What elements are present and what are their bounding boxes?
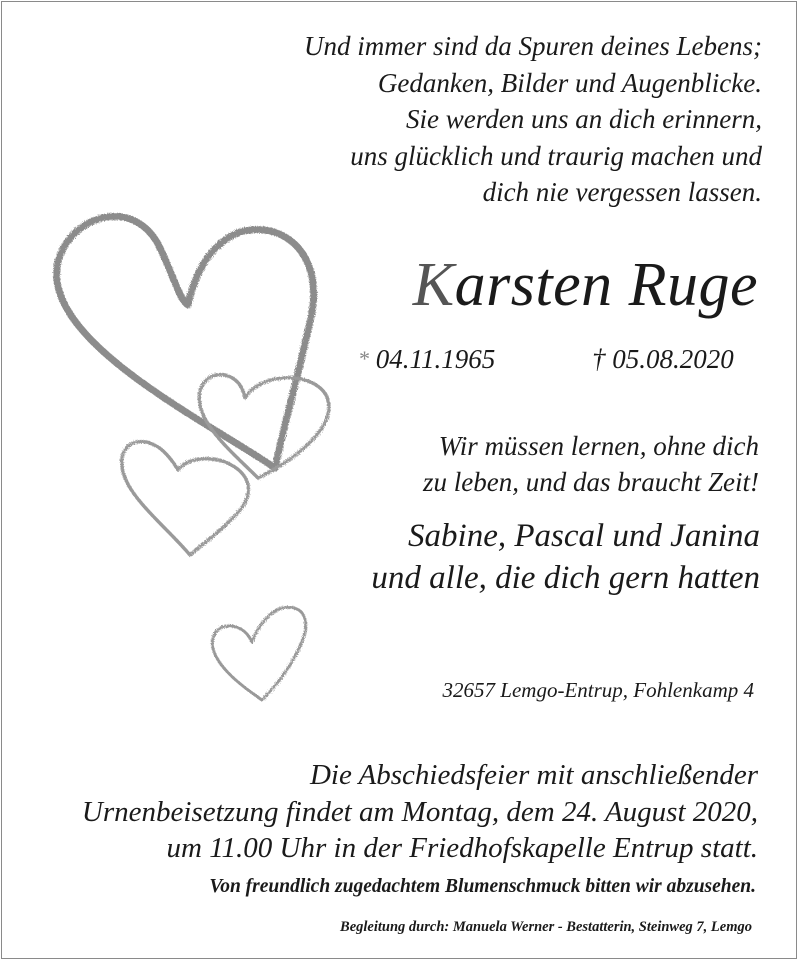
undertaker-credit: Begleitung durch: Manuela Werner - Bestatterin, Steinweg 7, Lemgo [340, 919, 752, 935]
poem-line: uns glücklich und traurig machen und [350, 140, 762, 171]
flowers-note: Von freundlich zugedachtem Blumenschmuck bitten wir abzusehen. [209, 876, 756, 897]
large-heart-icon [57, 216, 314, 468]
name-rest: arsten Ruge [454, 251, 758, 319]
poem [304, 28, 762, 211]
birth-star-icon: * [358, 346, 369, 371]
small-heart-icon [122, 442, 249, 555]
motto-line: zu leben, und das braucht Zeit! [423, 467, 759, 497]
deceased-name [413, 250, 758, 320]
death-date-value: 05.08.2020 [612, 344, 734, 374]
birth-date-value: 04.11.1965 [375, 344, 496, 374]
mourners [371, 515, 760, 599]
ceremony-line: Die Abschiedsfeier mit anschließender [309, 759, 758, 791]
name-initial: K [412, 251, 455, 319]
motto-line: Wir müssen lernen, ohne dich [438, 431, 759, 461]
poem-line: Gedanken, Bilder und Augenblicke. [377, 67, 762, 98]
ceremony-line: um 11.00 Uhr in der Friedhofskapelle Entrup statt. [166, 832, 758, 864]
address: 32657 Lemgo-Entrup, Fohlenkamp 4 [442, 678, 754, 702]
ceremony-info [82, 757, 758, 867]
poem-line: dich nie vergessen lassen. [482, 177, 762, 207]
mourners-line: und alle, die dich gern hatten [371, 560, 760, 596]
tiny-heart-icon [212, 607, 305, 700]
death-date [592, 342, 734, 376]
motto [423, 428, 759, 500]
ceremony-line: Urnenbeisetzung findet am Montag, dem 24. August 2020, [81, 795, 758, 828]
birth-date [358, 342, 495, 376]
poem-line: Sie werden uns an dich erinnern, [406, 104, 762, 134]
poem-line: Und immer sind da Spuren deines Lebens; [304, 31, 762, 61]
death-cross-icon: † [592, 344, 606, 374]
mourners-line: Sabine, Pascal und Janina [408, 518, 760, 554]
